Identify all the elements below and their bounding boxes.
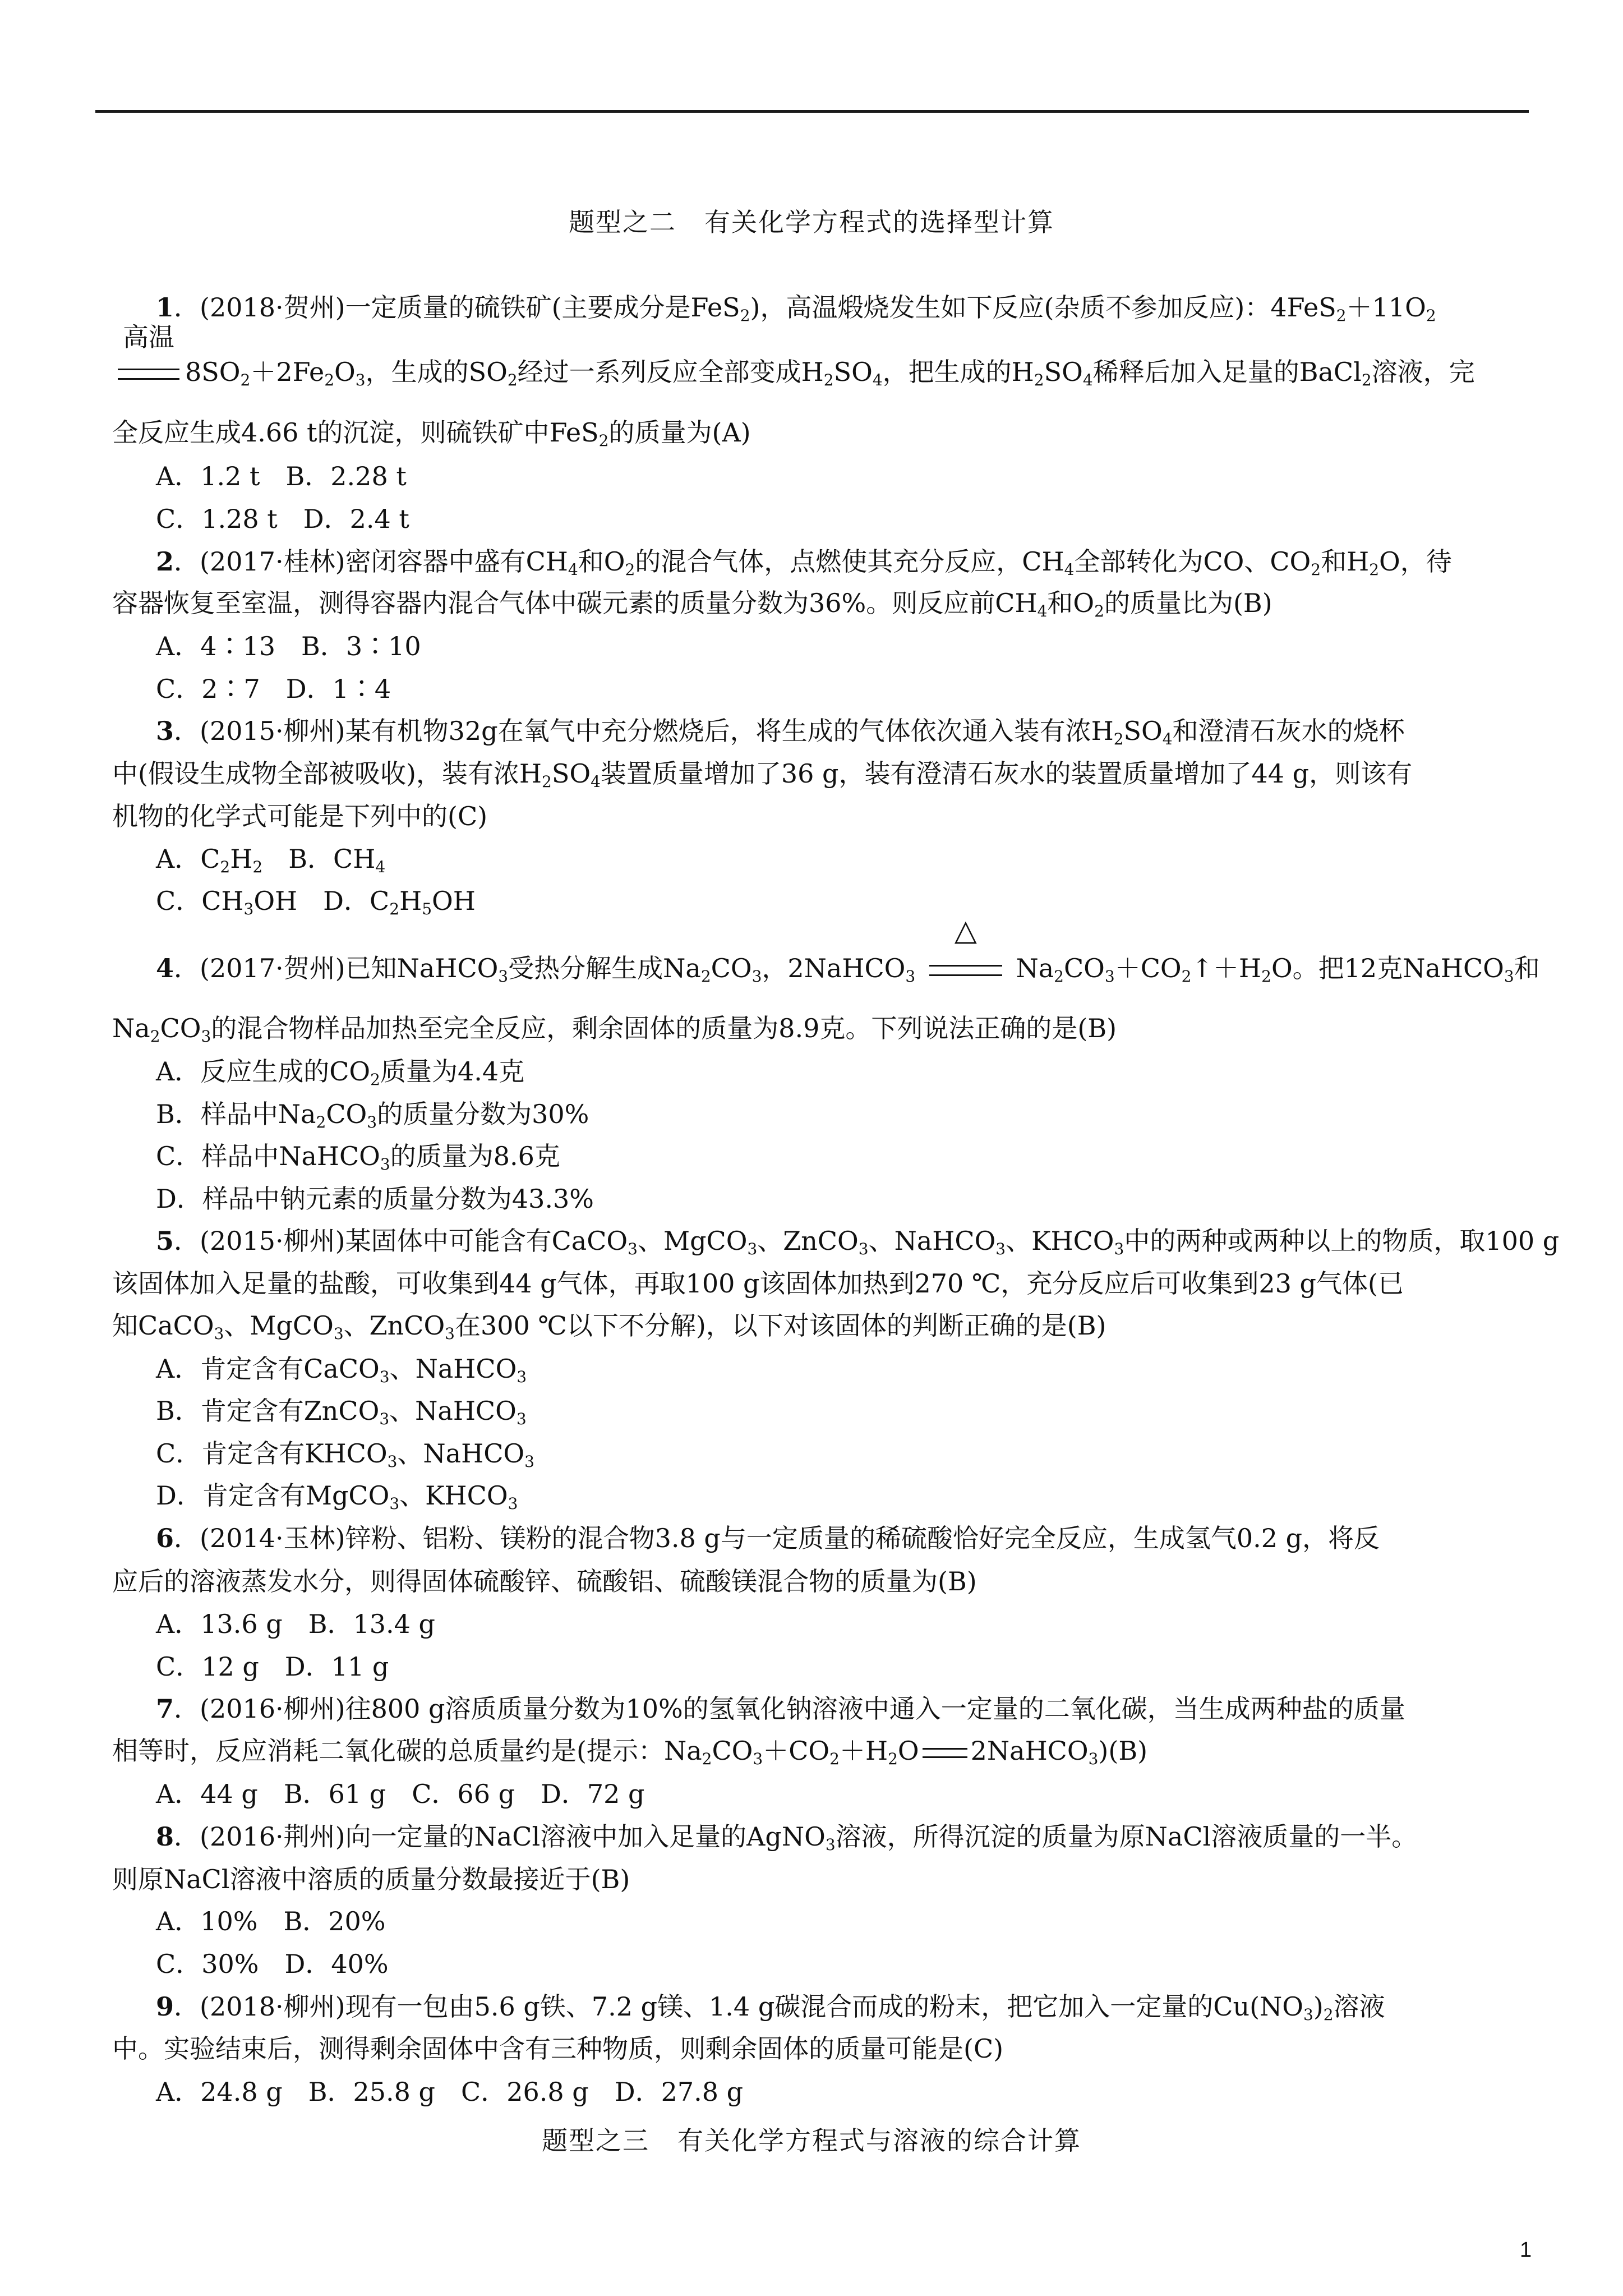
text: OH	[432, 886, 476, 916]
sub: 2	[389, 900, 400, 918]
q1-line1: 1．(2018·贺州)一定质量的硫铁矿(主要成分是FeS$_2$)，高温煅烧发生如下反应(杂质不参加反应)：$4FeS_2+11O_2$	[156, 292, 1436, 325]
heading-part1: 题型之二	[569, 207, 676, 237]
text: (2018·柳州)现有一包由5.6 g铁、7.2 g镁、1.4 g碳混合而成的粉末，把它加入一定量的Cu(NO	[200, 1991, 1303, 2022]
q4-option-a	[156, 1056, 525, 1089]
q3-options-ab	[156, 844, 386, 876]
text: 和澄清石灰水的烧杯	[1172, 716, 1405, 746]
text: 、NaHCO	[389, 1396, 517, 1426]
sub: 4	[591, 772, 601, 791]
sub: 2	[829, 1750, 840, 1768]
text: ＋CO	[1114, 953, 1182, 983]
sub: 3	[517, 1368, 527, 1386]
sub: 3	[1114, 1240, 1124, 1258]
sub: 3	[995, 1240, 1006, 1258]
text: A．反应生成的CO	[156, 1056, 371, 1087]
text: 的质量为8.6克	[390, 1141, 560, 1171]
sub: 2	[1323, 2005, 1334, 2024]
heading-part1: 题型之三	[542, 2125, 649, 2156]
sub: 3	[516, 1410, 527, 1428]
sub: 2	[252, 858, 263, 876]
sub: 3	[214, 1324, 224, 1343]
text: 在300 ℃以下不分解)，以下对该固体的判断正确的是(B)	[454, 1310, 1106, 1341]
sub: 3	[508, 1494, 518, 1513]
sub: 3	[905, 967, 916, 986]
text: B．CH	[262, 844, 376, 874]
q5-option-b	[156, 1396, 527, 1428]
text: A．肯定含有CaCO	[156, 1354, 380, 1384]
q1-line3	[112, 417, 751, 450]
sub: 3	[628, 1240, 638, 1258]
q9-options: A．24.8 g B．25.8 g C．26.8 g D．27.8 g	[156, 2077, 744, 2107]
reaction-condition	[112, 322, 185, 385]
q3-line1: 3．(2015·柳州)某有机物32g在氧气中充分燃烧后，将生成的气体依次通入装有浓$H_2SO_4$和澄清石灰水的烧杯	[156, 716, 1405, 748]
sub: 2	[702, 1750, 712, 1768]
text: C．肯定含有KHCO	[156, 1438, 388, 1469]
text: 、ZnCO	[343, 1310, 445, 1341]
text: 装置质量增加了36 g，装有澄清石灰水的装置质量增加了44 g，则该有	[600, 758, 1413, 789]
text: D．肯定含有MgCO	[156, 1480, 390, 1511]
text: CO	[160, 1013, 201, 1043]
text: OH D．C	[253, 886, 390, 916]
q6-number: 6	[156, 1523, 174, 1553]
heading-part2: 有关化学方程式与溶液的综合计算	[677, 2125, 1081, 2156]
q5-line2: 该固体加入足量的盐酸，可收集到44 g气体，再取100 g该固体加热到270 ℃，充分反应后可收集到23 g气体(已	[112, 1268, 1404, 1299]
sub: 2	[740, 306, 750, 325]
text: 和H	[1321, 546, 1370, 577]
text: A．C	[156, 844, 220, 874]
sub: 3	[825, 1835, 836, 1854]
q2-options-ab: A．4∶13 B．3∶10	[156, 631, 421, 661]
text: H	[399, 886, 422, 916]
sub: 2	[542, 772, 552, 791]
q3-line2	[112, 758, 1413, 791]
q5-option-d	[156, 1480, 518, 1513]
sub: 3	[751, 967, 762, 986]
q4-option-d: D．样品中钠元素的质量分数为43.3%	[156, 1184, 594, 1214]
text: 、KHCO	[1006, 1226, 1114, 1256]
q6-line1: 6．(2014·玉林)锌粉、铝粉、镁粉的混合物3.8 g与一定质量的稀硫酸恰好完全反应，生成氢气0.2 g，将反	[156, 1523, 1380, 1553]
sub: 3	[355, 371, 366, 389]
text: 稀释后加入足量的BaCl	[1092, 357, 1362, 387]
text: O。把12克NaHCO	[1271, 953, 1504, 983]
q3-options-cd	[156, 886, 476, 918]
sub: 3	[524, 1452, 534, 1471]
text: 和	[1514, 953, 1540, 983]
sub: 3	[389, 1494, 400, 1513]
q9-line2: 中。实验结束后，测得剩余固体中含有三种物质，则剩余固体的质量可能是(C)	[112, 2033, 1004, 2064]
q1-number: 1	[156, 292, 174, 323]
text: B．肯定含有ZnCO	[156, 1396, 380, 1426]
q6-line2: 应后的溶液蒸发水分，则得固体硫酸锌、硫酸铝、硫酸镁混合物的质量为(B)	[112, 1566, 977, 1596]
q4-option-b	[156, 1099, 589, 1131]
sub: 3	[379, 1368, 390, 1386]
q8-line2: 则原NaCl溶液中溶质的质量分数最接近于(B)	[112, 1864, 630, 1894]
text: CO	[712, 1736, 753, 1766]
q1-line2	[112, 322, 1475, 389]
q5-line3	[112, 1310, 1106, 1343]
header-rule	[95, 110, 1529, 113]
q9-number: 9	[156, 1991, 174, 2022]
q5-line1: 5．(2015·柳州)某固体中可能含有CaCO$_3$、MgCO$_3$、ZnCO$_3$、NaHCO$_3$、$KHCO_3$中的两种或两种以上的物质，取100 g	[156, 1226, 1560, 1258]
sub: 3	[379, 1410, 390, 1428]
q2-number: 2	[156, 546, 174, 577]
text: (2017·桂林)密闭容器中盛有CH	[200, 546, 568, 577]
sub: 4	[872, 371, 883, 389]
text: H	[230, 844, 253, 874]
sub: 2	[1054, 967, 1064, 986]
sub: 3	[243, 900, 254, 918]
text: 容器恢复至室温，测得容器内混合气体中碳元素的质量分数为36%。则反应前CH	[112, 588, 1038, 618]
sub: 2	[598, 431, 609, 450]
q7-options: A．44 g B．61 g C．66 g D．72 g	[156, 1779, 645, 1809]
text: ，生成的SO	[365, 357, 508, 387]
text: 2NaHCO	[970, 1736, 1089, 1766]
sub: 3	[445, 1324, 455, 1343]
sub: 3	[498, 967, 509, 986]
section-heading-2	[0, 202, 1623, 239]
q4-number: 4	[156, 953, 174, 983]
text: B．样品中Na	[156, 1099, 316, 1129]
text: 8SO	[185, 357, 241, 387]
text: CO	[1063, 953, 1105, 983]
text: 、KHCO	[399, 1480, 508, 1511]
sub: 3	[333, 1324, 344, 1343]
q8-options-ab: A．10% B．20%	[156, 1906, 386, 1936]
q4-line1: 4．(2017·贺州)已知NaHCO$_3$受热分解生成$Na_2CO_3$，2NaHCO$_3$ △ $Na_2CO_3+CO_2↑+H_2O$。把12克NaHCO$_3$和	[156, 914, 1540, 986]
text: ＋H	[839, 1736, 888, 1766]
text: O	[334, 357, 356, 387]
text: O	[897, 1736, 919, 1766]
sub: 2	[1426, 306, 1436, 325]
q3-line3: 机物的化学式可能是下列中的(C)	[112, 801, 488, 831]
q5-option-c	[156, 1438, 534, 1471]
text: Na	[112, 1013, 150, 1043]
text: 知CaCO	[112, 1310, 214, 1341]
text: C．CH	[156, 886, 244, 916]
sub: 2	[507, 371, 518, 389]
equals-sign	[929, 965, 1002, 976]
text: 的质量比为(B)	[1104, 588, 1272, 618]
section-heading-3	[0, 2120, 1623, 2157]
sub: 2	[1311, 560, 1321, 579]
text: 溶液	[1333, 1991, 1385, 2022]
sub: 2	[1034, 371, 1044, 389]
text: 、NaHCO	[868, 1226, 996, 1256]
text: (2014·玉林)锌粉、铝粉、镁粉的混合物3.8 g与一定质量的稀硫酸恰好完全反应，生成氢气0.2 g，将反	[200, 1523, 1380, 1553]
text: 、MgCO	[224, 1310, 334, 1341]
text: (2016·荆州)向一定量的NaCl溶液中加入足量的AgNO	[200, 1821, 826, 1852]
text: 和O	[1047, 588, 1095, 618]
text: 和O	[578, 546, 625, 577]
q3-number: 3	[156, 716, 174, 746]
sub: 3	[1088, 1750, 1099, 1768]
text: CO	[711, 953, 752, 983]
q5-option-a	[156, 1354, 527, 1386]
sub: 3	[753, 1750, 763, 1768]
sub: 3	[367, 1113, 377, 1131]
text: O，待	[1379, 546, 1452, 577]
q8-options-cd: C．30% D．40%	[156, 1949, 389, 1979]
sub: 2	[1336, 306, 1347, 325]
condition-label: 高温	[123, 322, 174, 352]
sub: 2	[220, 858, 230, 876]
sub: 2	[625, 560, 635, 579]
text: (2016·柳州)往800 g溶质质量分数为10%的氢氧化钠溶液中通入一定量的二氧化碳，当生成两种盐的质量	[200, 1694, 1405, 1724]
equals-sign	[118, 369, 179, 380]
q1-options-cd: C．1.28 t D．2.4 t	[156, 504, 409, 534]
text: 全反应生成4.66 t的沉淀，则硫铁矿中FeS	[112, 417, 599, 448]
text: )	[1313, 1991, 1324, 2022]
text: CO	[326, 1099, 367, 1129]
equals-sign	[923, 1748, 967, 1758]
text: ，2NaHCO	[762, 953, 906, 983]
sub: 3	[858, 1240, 869, 1258]
q5-number: 5	[156, 1226, 174, 1256]
sub: 4	[1082, 371, 1093, 389]
text: 受热分解生成Na	[508, 953, 701, 983]
text: 、ZnCO	[757, 1226, 859, 1256]
text: SO	[1123, 716, 1163, 746]
sub: 2	[1181, 967, 1192, 986]
q2-line2	[112, 588, 1272, 620]
text: )(B)	[1098, 1736, 1148, 1766]
text: 全部转化为CO、CO	[1074, 546, 1311, 577]
text: (2015·柳州)某固体中可能含有CaCO	[200, 1226, 628, 1256]
page-number: 1	[1520, 2238, 1532, 2262]
text: SO	[1044, 357, 1083, 387]
text: 质量为4.4克	[380, 1056, 525, 1087]
q4-option-c	[156, 1141, 560, 1174]
q4-line2	[112, 1013, 1117, 1046]
sub: 2	[240, 371, 251, 389]
q6-options-ab: A．13.6 g B．13.4 g	[156, 1609, 436, 1639]
text: 溶液，完	[1371, 357, 1475, 387]
sub: 3	[1104, 967, 1115, 986]
text: 的混合气体，点燃使其充分反应，CH	[635, 546, 1064, 577]
text: 、NaHCO	[397, 1438, 525, 1469]
sub: 4	[568, 560, 578, 579]
sub: 2	[823, 371, 834, 389]
sub: 2	[150, 1027, 160, 1046]
sub: 2	[888, 1750, 898, 1768]
sub: 2	[700, 967, 711, 986]
q7-line1: 7．(2016·柳州)往800 g溶质质量分数为10%的氢氧化钠溶液中通入一定量的二氧化碳，当生成两种盐的质量	[156, 1694, 1405, 1724]
sub: 2	[1261, 967, 1271, 986]
text: 溶液，所得沉淀的质量为原NaCl溶液质量的一半。	[835, 1821, 1418, 1852]
text: 的质量分数为30%	[377, 1099, 589, 1129]
sub: 4	[1037, 602, 1048, 620]
text: C．样品中NaHCO	[156, 1141, 380, 1171]
text: 相等时，反应消耗二氧化碳的总质量约是(提示：Na	[112, 1736, 702, 1766]
delta-symbol: △	[954, 914, 977, 947]
text: ＋11O	[1346, 292, 1426, 323]
q8-number: 8	[156, 1821, 174, 1852]
sub: 2	[370, 1070, 380, 1089]
q2-line1: 2．(2017·桂林)密闭容器中盛有$CH_4$和$O_2$的混合气体，点燃使其充分反应，$CH_4$全部转化为CO、$CO_2$和$H_2O$，待	[156, 546, 1452, 579]
sub: 4	[1162, 730, 1173, 748]
sub: 4	[375, 858, 386, 876]
q2-options-cd: C．2∶7 D．1∶4	[156, 674, 391, 704]
sub: 3	[201, 1027, 211, 1046]
text: (2015·柳州)某有机物32g在氧气中充分燃烧后，将生成的气体依次通入装有浓H	[200, 716, 1114, 746]
sub: 5	[422, 900, 432, 918]
text: 的质量为(A)	[608, 417, 751, 448]
sub: 4	[1064, 560, 1075, 579]
sub: 2	[1361, 371, 1372, 389]
sub: 3	[747, 1240, 758, 1258]
sub: 3	[380, 1155, 390, 1174]
q7-line2	[112, 1736, 1148, 1768]
text: 、NaHCO	[389, 1354, 517, 1384]
q1-options-ab: A．1.2 t B．2.28 t	[156, 461, 407, 491]
q8-line1: 8．(2016·荆州)向一定量的NaCl溶液中加入足量的AgNO$_3$溶液，所得沉淀的质量为原NaCl溶液质量的一半。	[156, 1821, 1418, 1854]
text: (2018·贺州)一定质量的硫铁矿(主要成分是FeS	[200, 292, 740, 323]
text: )，高温煅烧发生如下反应(杂质不参加反应)：4FeS	[750, 292, 1336, 323]
heating-condition	[924, 914, 1008, 981]
text: 、MgCO	[637, 1226, 748, 1256]
text: ＋2Fe	[250, 357, 325, 387]
sub: 2	[1369, 560, 1380, 579]
text: SO	[833, 357, 873, 387]
text: (2017·贺州)已知NaHCO	[200, 953, 499, 983]
sub: 3	[387, 1452, 398, 1471]
text: ，把生成的H	[882, 357, 1034, 387]
q6-options-cd: C．12 g D．11 g	[156, 1651, 389, 1682]
sub: 3	[1504, 967, 1514, 986]
sub: 2	[316, 1113, 326, 1131]
text: 的混合物样品加热至完全反应，剩余固体的质量为8.9克。下列说法正确的是(B)	[211, 1013, 1117, 1043]
heading-part2: 有关化学方程式的选择型计算	[704, 207, 1054, 237]
sub: 3	[1303, 2005, 1313, 2024]
text: 中(假设生成物全部被吸收)，装有浓H	[112, 758, 542, 789]
q7-number: 7	[156, 1694, 174, 1724]
text: 经过一系列反应全部变成H	[517, 357, 824, 387]
q9-line1: 9．(2018·柳州)现有一包由5.6 g铁、7.2 g镁、1.4 g碳混合而成的粉末，把它加入一定量的$Cu(NO_3)_2$溶液	[156, 1991, 1385, 2024]
text: ＋CO	[763, 1736, 830, 1766]
text: Na	[1016, 953, 1054, 983]
text: SO	[551, 758, 591, 789]
text: 中的两种或两种以上的物质，取100 g	[1124, 1226, 1560, 1256]
sub: 2	[324, 371, 335, 389]
text: ↑＋H	[1191, 953, 1262, 983]
sub: 2	[1094, 602, 1104, 620]
sub: 2	[1113, 730, 1124, 748]
